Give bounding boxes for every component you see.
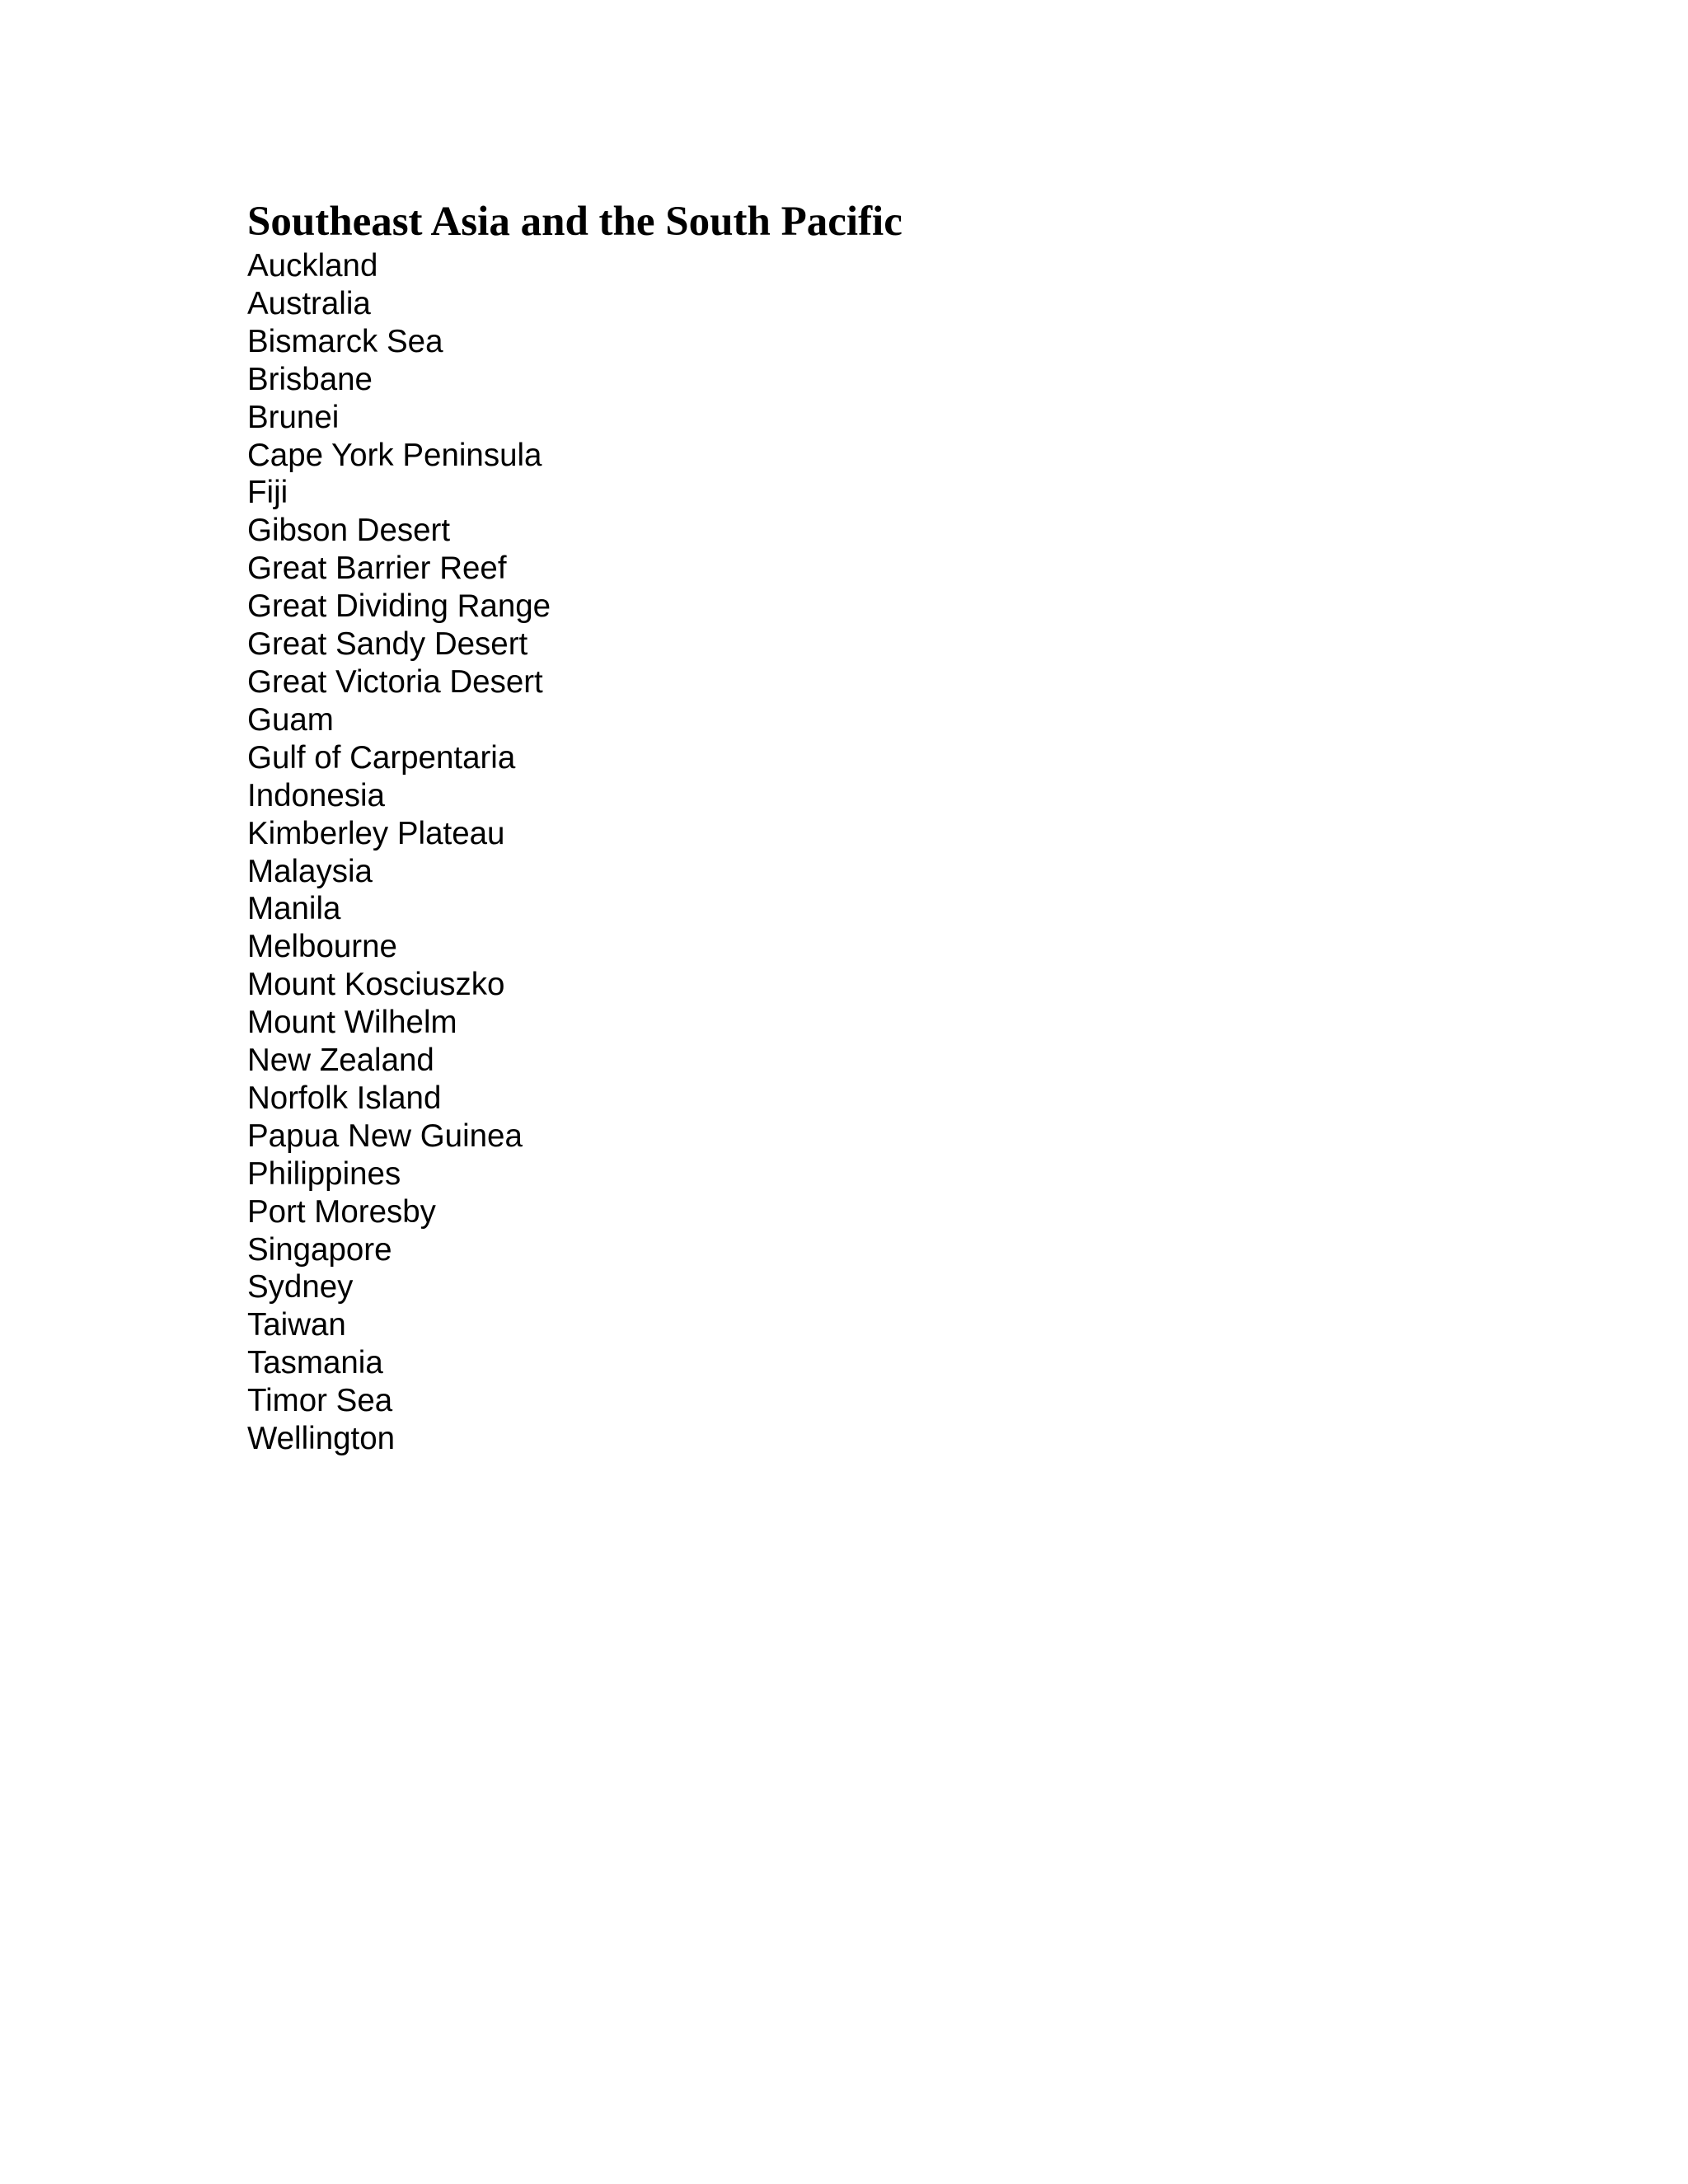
list-item: Mount Wilhelm [247,1005,457,1041]
list-item: Fiji [247,475,288,511]
list-item: Bismarck Sea [247,323,443,359]
page-title: Southeast Asia and the South Pacific [247,199,903,245]
list-item: Great Barrier Reef [247,551,507,587]
list-item: Cape York Peninsula [247,437,542,473]
list-item: Melbourne [247,929,397,965]
list-item: Great Dividing Range [247,588,551,625]
list-item: Singapore [247,1231,392,1268]
list-item: Norfolk Island [247,1080,442,1116]
list-item: Philippines [247,1155,401,1192]
list-item: Gulf of Carpentaria [247,739,516,776]
list-item: Kimberley Plateau [247,815,505,851]
list-item: Malaysia [247,853,373,889]
list-item: Manila [247,891,341,927]
list-item: Great Sandy Desert [247,626,528,663]
list-item: New Zealand [247,1043,434,1079]
list-item: Mount Kosciuszko [247,967,505,1003]
list-item: Indonesia [247,777,385,813]
list-item: Papua New Guinea [247,1118,523,1154]
document-content [247,196,1566,1458]
list-item: Brisbane [247,361,373,397]
list-item: Guam [247,701,334,738]
list-item: Port Moresby [247,1193,436,1230]
list-item: Auckland [247,248,378,284]
list-item: Tasmania [247,1345,383,1381]
list-item: Sydney [247,1269,354,1305]
list-item: Taiwan [247,1307,346,1343]
list-item: Gibson Desert [247,513,451,549]
list-item: Timor Sea [247,1383,393,1419]
list-item: Wellington [247,1421,396,1457]
place-list [247,247,1566,1458]
list-item: Brunei [247,399,340,435]
list-item: Great Victoria Desert [247,663,543,700]
list-item: Australia [247,285,371,321]
